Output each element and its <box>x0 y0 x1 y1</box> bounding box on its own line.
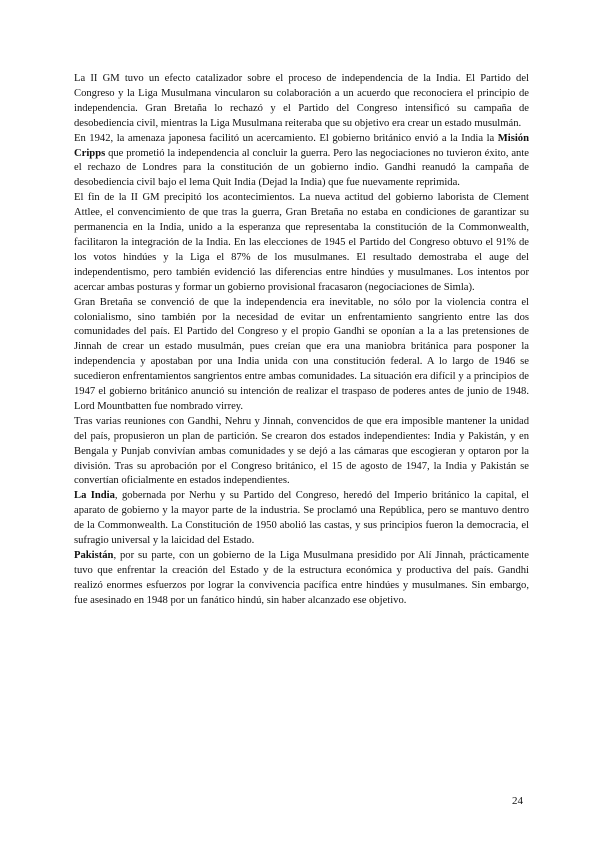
paragraph-1: La II GM tuvo un efecto catalizador sobre el proceso de independencia de la India. El Partido del Congreso y la Liga Musulmana vincularon su colaboración a un acuerdo que reconociera el principio de independencia. Gran Bretaña lo rechazó y el Partido del Congreso intensificó su campaña de desobediencia civil, mientras la Liga Musulmana reiteraba que su objetivo era crear un estado musulmán. <box>74 73 529 129</box>
bold-term-pakistan: Pakistán <box>74 550 114 561</box>
body-text <box>74 72 529 609</box>
paragraph-7: Pakistán, por su parte, con un gobierno de la Liga Musulmana presidido por Alí Jinnah, prácticamente tuvo que enfrentar la creación del Estado y de la estructura económica y productiva del país. Gandhi realizó enormes esfuerzos por lograr la convivencia pacífica entre hindúes y musulmanes. Sin embargo, fue asesinado en 1948 por un fanático hindú, sin haber alcanzado ese objetivo. <box>74 550 529 606</box>
paragraph-6: La India, gobernada por Nerhu y su Partido del Congreso, heredó del Imperio británico la capital, el aparato de gobierno y la mayor parte de la industria. Se proclamó una República, pero se mantuvo dentro de la Commonwealth. La Constitución de 1950 abolió las castas, y sus principios fueron la democracia, el sufragio universal y la laicidad del Estado. <box>74 490 529 547</box>
paragraph-5: Tras varias reuniones con Gandhi, Nehru y Jinnah, convencidos de que era imposible mantener la unidad del país, propusieron un plan de partición. Se crearon dos estados independientes: India y Pakistán, y en Bengala y Punjab convivían ambas comunidades y se dejó a las cámaras que escogieran y optaron por la división. Tras su aprobación por el Congreso británico, el 15 de agosto de 1947, la India y Pakistán se convertían oficialmente en estados independientes. <box>74 415 529 487</box>
page-number: 24 <box>512 795 523 807</box>
paragraph-2: En 1942, la amenaza japonesa facilitó un acercamiento. El gobierno británico envió a la India la Misión Cripps que prometió la independencia al concluir la guerra. Pero las negociaciones no tuvieron éxito, ante el rechazo de Londres para la constitución de un gobierno indio. Gandhi reanudó la campaña de desobediencia civil bajo el lema Quit India (Dejad la India) que fue nuevamente reprimida. <box>74 132 529 189</box>
bold-term-la-india: La India <box>74 490 115 502</box>
paragraph-4: Gran Bretaña se convenció de que la independencia era inevitable, no sólo por la violencia contra el colonialismo, sino también por la necesidad de evitar un enfrentamiento sangriento entre las dos comunidades del país. El Partido del Congreso y el propio Gandhi se oponían a la a las pretensiones de Jinnah de crear un estado musulmán, pues creían que era una maniobra británica para posponer la independencia y apostaban por una India unida con una constitución federal. A lo largo de 1946 se sucedieron enfrentamientos sangrientos entre ambas comunidades. La situación era difícil y a principios de 1947 el gobierno británico anunció su intención de realizar el traspaso de poderes antes de junio de 1948. Lord Mountbatten fue nombrado virrey. <box>74 296 529 412</box>
bold-term-mision-cripps: Misión Cripps <box>74 132 529 159</box>
paragraph-3: El fin de la II GM precipitó los acontecimientos. La nueva actitud del gobierno laborista de Clement Attlee, el convencimiento de que tras la guerra, Gran Bretaña no estaba en condiciones de garantizar su permanencia en la India, unido a la esperanza que representaba la constitución de la Commonwealth, facilitaron la integración de la India. En las elecciones de 1945 el Partido del Congreso obtuvo el 91% de los votos hindúes y la Liga el 87% de los musulmanes. El resultado demostraba el auge del independentismo, pero también evidenció las diferencias entre hindúes y musulmanes. Los intentos por acercar ambas posturas y formar un gobierno provisional fracasaron (negociaciones de Simla). <box>74 192 529 293</box>
